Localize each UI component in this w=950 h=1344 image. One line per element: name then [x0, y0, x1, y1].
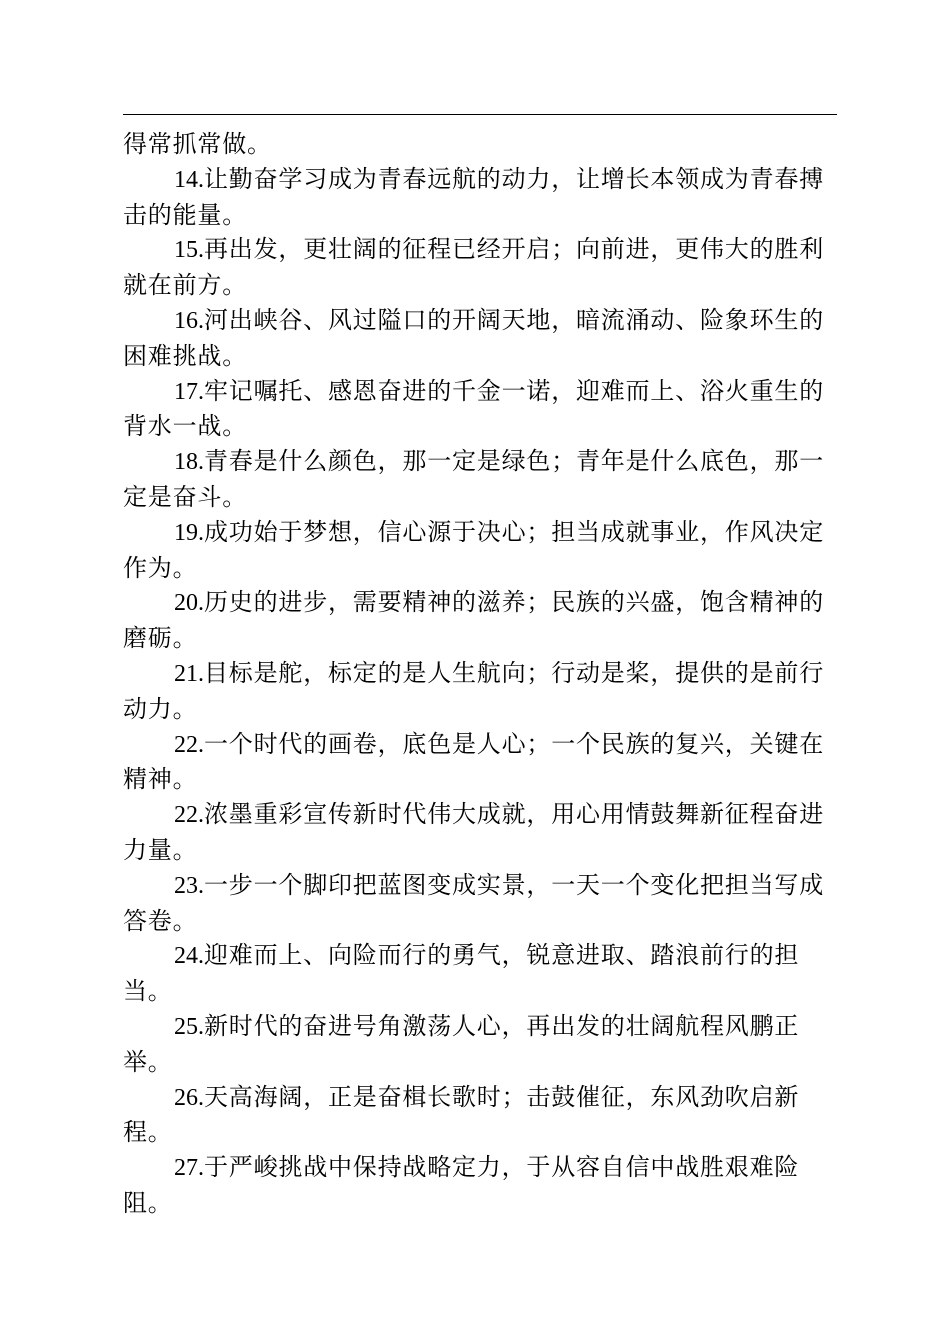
item-text: 目标是舵，标定的是人生航向；行动是桨，提供的是前行动力。: [123, 658, 824, 723]
list-item: [123, 585, 837, 656]
item-text: 天高海阔，正是奋楫长歌时；击鼓催征，东风劲吹启新程。: [123, 1082, 800, 1147]
list-item: [123, 1080, 837, 1151]
list-item: [123, 727, 837, 798]
item-number: 14.: [174, 166, 204, 193]
item-number: 23.: [174, 872, 204, 899]
list-item: [123, 1150, 837, 1221]
item-text: 一步一个脚印把蓝图变成实景，一天一个变化把担当写成答卷。: [123, 870, 824, 935]
list-item: [123, 515, 837, 586]
list-item: [123, 444, 837, 515]
item-text: 牢记嘱托、感恩奋进的千金一诺，迎难而上、浴火重生的背水一战。: [123, 376, 824, 441]
list-item: [123, 938, 837, 1009]
item-text: 河出峡谷、风过隘口的开阔天地，暗流涌动、险象环生的困难挑战。: [123, 305, 824, 370]
item-number: 26.: [174, 1084, 204, 1111]
list-item: [123, 868, 837, 939]
list-item: [123, 797, 837, 868]
item-number: 20.: [174, 590, 204, 617]
item-text: 再出发，更壮阔的征程已经开启；向前进，更伟大的胜利就在前方。: [123, 235, 824, 300]
list-item: [123, 232, 837, 303]
item-number: 27.: [174, 1155, 204, 1182]
list-item: [123, 303, 837, 374]
item-text: 于严峻挑战中保持战略定力，于从容自信中战胜艰难险阻。: [123, 1153, 800, 1217]
item-number: 22.: [174, 731, 204, 758]
header-rule: [123, 114, 837, 115]
item-text: 新时代的奋进号角激荡人心，再出发的壮阔航程风鹏正举。: [123, 1011, 800, 1076]
item-number: 19.: [174, 519, 204, 546]
item-number: 24.: [174, 943, 204, 970]
list-item: [123, 374, 837, 445]
item-number: 17.: [174, 378, 204, 405]
document-body: [123, 127, 837, 1221]
list-item: [123, 1009, 837, 1080]
item-number: 18.: [174, 449, 204, 476]
item-text: 成功始于梦想，信心源于决心；担当成就事业，作风决定作为。: [123, 517, 824, 582]
item-number: 15.: [174, 237, 204, 264]
item-number: 16.: [174, 307, 204, 334]
item-text: 浓墨重彩宣传新时代伟大成就，用心用情鼓舞新征程奋进力量。: [123, 800, 824, 864]
item-text: 一个时代的画卷，底色是人心；一个民族的复兴，关键在精神。: [123, 729, 824, 794]
item-text: 历史的进步，需要精神的滋养；民族的兴盛，饱含精神的磨砺。: [123, 588, 824, 653]
list-item: [123, 656, 837, 727]
lead-line: 得常抓常做。: [123, 130, 272, 158]
item-number: 22.: [174, 802, 204, 829]
item-text: 青春是什么颜色，那一定是绿色；青年是什么底色，那一定是奋斗。: [123, 447, 824, 511]
item-text: 迎难而上、向险而行的勇气，锐意进取、踏浪前行的担当。: [123, 941, 800, 1006]
item-number: 25.: [174, 1013, 204, 1040]
list-item: [123, 162, 837, 233]
item-text: 让勤奋学习成为青春远航的动力，让增长本领成为青春搏击的能量。: [123, 164, 824, 229]
item-number: 21.: [174, 660, 204, 687]
